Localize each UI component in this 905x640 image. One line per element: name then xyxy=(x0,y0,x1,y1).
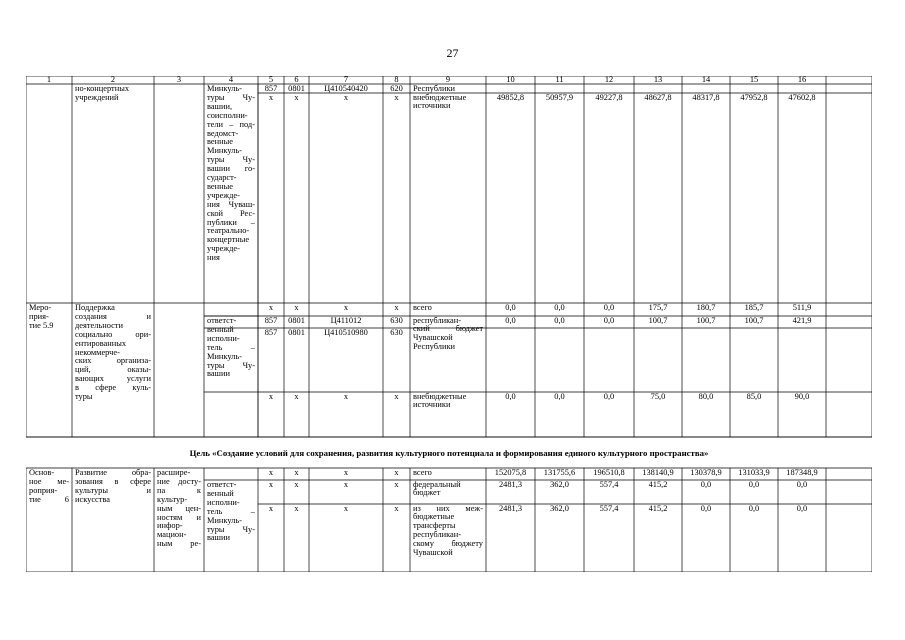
cell-col4: вашии xyxy=(207,533,230,543)
cell-col2: в сфере куль- xyxy=(75,383,151,393)
cell-col4: тель – xyxy=(207,506,255,516)
cell-col7: x xyxy=(343,467,349,477)
cell-col2: некоммерче- xyxy=(75,347,120,357)
cell-col4: вашии го- xyxy=(207,164,255,174)
cell-value: 0,0 xyxy=(603,315,615,325)
cell-col9: республикан- xyxy=(413,315,462,325)
cell-col6: 0801 xyxy=(288,83,305,93)
header-cell: 11 xyxy=(555,75,564,84)
cell-col9: всего xyxy=(413,467,432,477)
cell-col7: x xyxy=(343,391,349,401)
cell-col7: Ц410510980 xyxy=(324,327,368,337)
cell-col2: туры xyxy=(75,392,93,401)
cell-value: 175,7 xyxy=(648,302,668,312)
cell-col6: 0801 xyxy=(288,315,305,325)
cell-col9: бюджетные xyxy=(413,512,455,522)
cell-col9: внебюджетные xyxy=(413,92,467,102)
cell-value: 49227,8 xyxy=(595,92,623,102)
cell-col2: вающих услуги xyxy=(75,374,151,384)
cell-col5: x xyxy=(268,391,274,401)
header-cell: 12 xyxy=(604,75,614,84)
cell-col1: роприя- xyxy=(29,485,58,495)
cell-col8: x xyxy=(394,467,399,477)
goal-heading: Цель «Создание условий для сохранения, развития культурного потенциала и формирования единого культурного пространства» xyxy=(189,448,709,458)
cell-value: 100,7 xyxy=(648,315,668,325)
cell-col4: ния Чуваш- xyxy=(207,199,255,209)
cell-value: 50957,9 xyxy=(545,92,574,102)
cell-col5: x xyxy=(268,503,274,513)
cell-value: 0,0 xyxy=(748,479,760,489)
cell-col5: x xyxy=(268,92,274,102)
header-cell: 10 xyxy=(506,75,515,84)
cell-value: 131755,6 xyxy=(543,467,576,477)
cell-col6: x xyxy=(294,302,299,312)
cell-value: 0,0 xyxy=(554,391,565,401)
cell-col9: Чувашской xyxy=(413,333,453,343)
cell-col5: x xyxy=(268,467,274,477)
cell-col2: искусства xyxy=(75,494,110,504)
cell-value: 362,0 xyxy=(550,503,569,513)
cell-col4: венный xyxy=(207,324,234,334)
cell-col7: x xyxy=(343,503,349,513)
cell-col9: Чувашской xyxy=(413,548,453,557)
cell-col4: соисполни- xyxy=(207,110,248,120)
header-cell: 9 xyxy=(445,75,451,84)
cell-col4: ответст- xyxy=(207,316,237,325)
cell-col8: x xyxy=(394,391,399,401)
cell-col3: ние досту- xyxy=(157,476,201,486)
cell-value: 180,7 xyxy=(696,302,716,312)
cell-value: 2481,3 xyxy=(498,479,523,489)
cell-col2: Поддержка xyxy=(75,303,115,312)
cell-value: 0,0 xyxy=(700,503,712,513)
cell-col9: Республики xyxy=(413,83,456,93)
cell-value: 511,9 xyxy=(792,302,812,312)
cell-value: 196510,8 xyxy=(593,467,625,477)
cell-col3: инфор- xyxy=(157,521,183,531)
cell-col2: деятельности xyxy=(75,320,123,330)
cell-col8: x xyxy=(394,92,399,102)
cell-value: 557,4 xyxy=(599,479,619,489)
cell-col9: источники xyxy=(413,400,451,410)
cell-col4: Минкуль- xyxy=(207,146,242,156)
cell-col4: ответст- xyxy=(207,480,237,489)
cell-col4: исполни- xyxy=(207,497,240,507)
cell-value: 48317,8 xyxy=(692,92,720,102)
cell-col4: Минкуль- xyxy=(207,351,242,361)
cell-col9: трансферты xyxy=(413,521,456,531)
cell-col4: туры Чу- xyxy=(207,524,255,534)
header-cell: 5 xyxy=(268,75,274,84)
header-cell: 8 xyxy=(394,75,399,84)
cell-col7: x xyxy=(343,92,349,102)
cell-col2: но-концертных xyxy=(75,84,130,93)
cell-col8: 630 xyxy=(390,327,403,337)
cell-col3: па к xyxy=(157,485,201,495)
cell-col4: венные xyxy=(207,137,233,147)
cell-col9: федеральный xyxy=(413,479,461,489)
cell-col4: Минкуль- xyxy=(207,84,242,93)
cell-value: 557,4 xyxy=(599,503,619,513)
cell-col4: туры Чу- xyxy=(207,92,255,102)
cell-value: 47602,8 xyxy=(788,92,816,102)
cell-col6: x xyxy=(294,92,299,102)
cell-value: 185,7 xyxy=(744,302,764,312)
cell-value: 187348,9 xyxy=(786,467,818,477)
cell-value: 0,0 xyxy=(505,391,516,401)
cell-col9: внебюджетные xyxy=(413,391,467,401)
cell-col4: публики – xyxy=(207,217,255,227)
cell-col3: расшире- xyxy=(157,468,191,477)
cell-col4: вашии xyxy=(207,369,230,379)
cell-col7: Ц410540420 xyxy=(324,83,368,93)
cell-col8: x xyxy=(394,503,399,513)
cell-col9: бюджет xyxy=(413,488,441,498)
cell-col4: концертные xyxy=(207,235,250,245)
cell-value: 421,9 xyxy=(792,315,812,325)
cell-col9: Республики xyxy=(413,342,456,352)
cell-value: 130378,9 xyxy=(690,467,722,477)
cell-col7: x xyxy=(343,479,349,489)
cell-col3: ностям и xyxy=(157,512,201,522)
budget-table xyxy=(26,76,872,572)
cell-col1: прия- xyxy=(29,311,49,321)
cell-col2: социально ори- xyxy=(75,329,151,339)
cell-col4: туры Чу- xyxy=(207,155,255,165)
cell-col5: x xyxy=(268,479,274,489)
header-cell: 15 xyxy=(749,75,759,84)
page-number: 27 xyxy=(446,46,459,60)
cell-col2: зования в сфере xyxy=(75,476,151,486)
cell-col4: венный xyxy=(207,488,234,498)
cell-value: 0,0 xyxy=(748,503,760,513)
cell-col4: сударст- xyxy=(207,173,237,182)
cell-value: 131033,9 xyxy=(738,467,770,477)
cell-col8: x xyxy=(394,302,399,312)
cell-col9: из них меж- xyxy=(413,503,483,513)
cell-col2: создания и xyxy=(75,311,151,321)
cell-value: 415,2 xyxy=(648,503,668,513)
cell-col4: вашии, xyxy=(207,101,233,111)
cell-col8: 620 xyxy=(390,83,403,93)
cell-value: 85,0 xyxy=(746,391,762,401)
cell-col4: ния xyxy=(207,253,220,263)
header-cell: 1 xyxy=(46,75,52,84)
cell-col4: Минкуль- xyxy=(207,515,242,525)
cell-col5: 857 xyxy=(264,83,278,93)
cell-col7: Ц411012 xyxy=(330,315,362,325)
cell-col1: тие 5.9 xyxy=(29,320,54,330)
cell-value: 415,2 xyxy=(648,479,668,489)
cell-col2: культуры и xyxy=(75,485,151,495)
cell-value: 0,0 xyxy=(505,302,516,312)
cell-col6: x xyxy=(294,467,299,477)
cell-col2: ций, оказы- xyxy=(75,365,151,375)
cell-col4: туры Чу- xyxy=(207,360,255,370)
cell-col8: x xyxy=(394,479,399,489)
cell-col9: всего xyxy=(413,302,432,312)
cell-col7: x xyxy=(343,302,349,312)
cell-value: 2481,3 xyxy=(498,503,523,513)
cell-col2: Развитие обра- xyxy=(75,468,151,477)
cell-col4: исполни- xyxy=(207,333,240,343)
cell-col9: республикан- xyxy=(413,530,462,540)
cell-col1: ное ме- xyxy=(29,476,69,486)
header-cell: 3 xyxy=(176,75,182,84)
cell-col4: тель – xyxy=(207,342,255,352)
cell-value: 152075,8 xyxy=(494,467,527,477)
cell-value: 47952,8 xyxy=(740,92,768,102)
cell-col4: ведомст- xyxy=(207,128,239,138)
header-cell: 16 xyxy=(797,75,807,84)
cell-value: 0,0 xyxy=(554,315,565,325)
cell-value: 0,0 xyxy=(700,479,712,489)
cell-col5: 857 xyxy=(264,327,278,337)
cell-col4: тели – под- xyxy=(207,119,255,129)
cell-col5: x xyxy=(268,302,274,312)
cell-col6: x xyxy=(294,503,299,513)
cell-value: 75,0 xyxy=(650,391,666,401)
cell-col5: 857 xyxy=(264,315,278,325)
cell-col4: учрежде- xyxy=(207,190,240,200)
cell-col3: мацион- xyxy=(157,530,187,540)
cell-col9: ский бюджет xyxy=(413,324,483,334)
cell-col3: ным ре- xyxy=(157,539,201,549)
cell-value: 0,0 xyxy=(505,315,516,325)
header-cell: 4 xyxy=(228,75,234,84)
cell-col8: 630 xyxy=(390,315,403,325)
cell-value: 138140,9 xyxy=(642,467,674,477)
cell-value: 0,0 xyxy=(796,479,808,489)
cell-col4: театрально- xyxy=(207,226,250,236)
cell-col9: источники xyxy=(413,101,451,111)
cell-col4: учрежде- xyxy=(207,244,240,254)
cell-col4: венные xyxy=(207,181,233,191)
cell-col6: x xyxy=(294,391,299,401)
header-cell: 13 xyxy=(653,75,663,84)
header-cell: 2 xyxy=(110,75,116,84)
cell-value: 0,0 xyxy=(554,302,565,312)
cell-col6: x xyxy=(294,479,299,489)
cell-value: 48627,8 xyxy=(644,92,672,102)
cell-value: 100,7 xyxy=(696,315,716,325)
cell-col2: учреждений xyxy=(75,92,119,102)
cell-col3: культур- xyxy=(157,494,188,504)
cell-col1: Меро- xyxy=(29,303,52,312)
header-cell: 7 xyxy=(343,75,349,84)
cell-col4: ской Рес- xyxy=(207,208,255,218)
cell-col1: тие 6 xyxy=(29,494,69,504)
cell-col1: Основ- xyxy=(29,468,55,477)
cell-value: 362,0 xyxy=(550,479,569,489)
cell-col3: ным цен- xyxy=(157,503,201,513)
cell-col9: скому бюджету xyxy=(413,539,483,549)
header-cell: 14 xyxy=(701,75,711,84)
cell-col2: ских организа- xyxy=(75,356,151,366)
cell-col2: ентированных xyxy=(75,338,127,348)
header-cell: 6 xyxy=(294,75,299,84)
cell-value: 100,7 xyxy=(744,315,764,325)
cell-value: 0,0 xyxy=(796,503,808,513)
cell-value: 80,0 xyxy=(698,391,714,401)
cell-value: 49852,8 xyxy=(496,92,525,102)
cell-col6: 0801 xyxy=(288,327,305,337)
cell-value: 0,0 xyxy=(603,302,615,312)
cell-value: 0,0 xyxy=(603,391,615,401)
cell-value: 90,0 xyxy=(794,391,810,401)
